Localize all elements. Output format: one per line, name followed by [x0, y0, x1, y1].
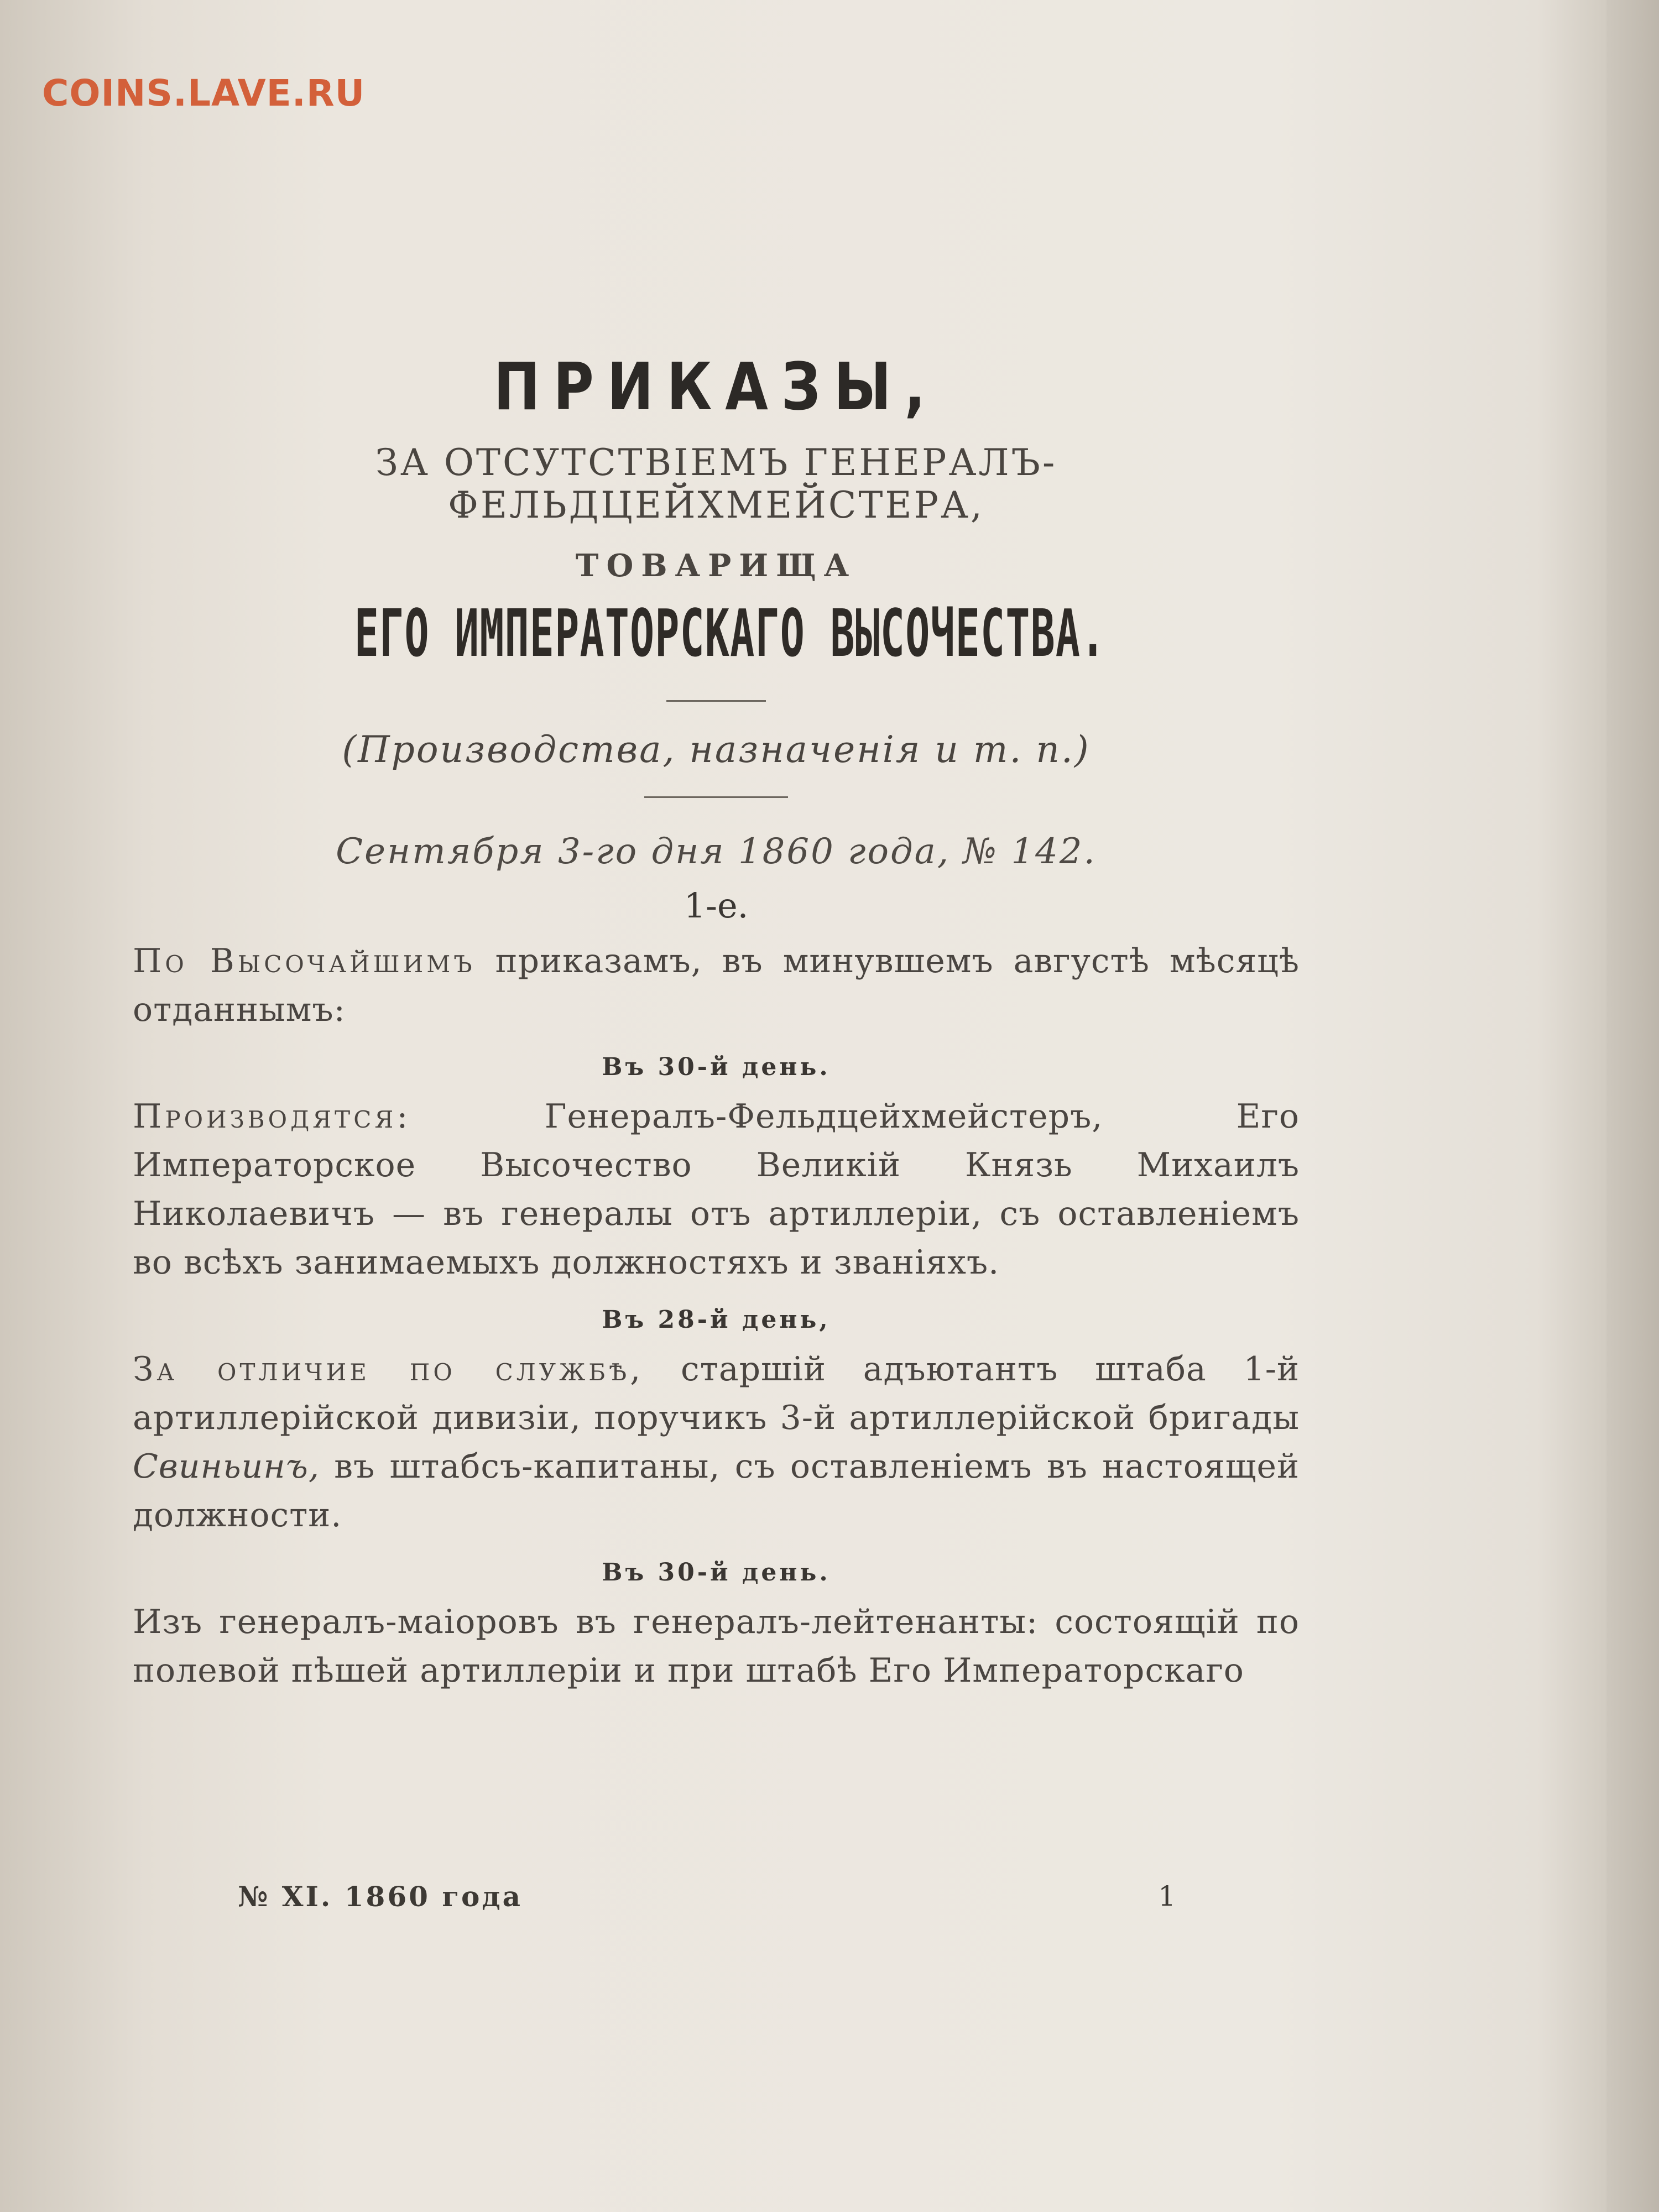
paragraph-3-text: генералъ-маіоровъ въ генералъ-лейтенанты: состоящій по полевой пѣшей артиллеріи и при штабѣ Его Императорскаго [133, 1603, 1300, 1690]
paragraph-2-rest: въ штабсъ-капитаны, съ оставленіемъ въ настоящей должности. [133, 1447, 1300, 1535]
day-heading-3: Въ 30-й день. [602, 1558, 831, 1587]
page-title: ПРИКАЗЫ, [493, 348, 939, 425]
paragraph-1-text: Генералъ-Фельдцейхмейстеръ, Его Императорское Высочество Великій Князь Михаилъ Николаевичъ — въ генералы отъ артиллеріи, съ оставленіемъ во всѣхъ занимаемыхъ должностяхъ и званіяхъ. [133, 1097, 1300, 1282]
divider-rule [666, 700, 766, 702]
paragraph-1 [133, 1092, 1300, 1287]
intro-paragraph [133, 937, 1300, 1034]
watermark: COINS.LAVE.RU [42, 72, 366, 114]
paragraph-2 [133, 1345, 1300, 1540]
issue-label: № XI. 1860 года [238, 1880, 523, 1913]
page-subtitle: ЗА ОТСУТСТВІЕМЪ ГЕНЕРАЛЪ-ФЕЛЬДЦЕЙХМЕЙСТЕРА, [375, 441, 1057, 526]
paragraph-2-lead: За отличие по службѣ, [133, 1350, 644, 1389]
paragraph-1-lead: Производятся: [133, 1097, 411, 1136]
paragraph-3-lead: Изъ [133, 1603, 203, 1641]
day-heading-2: Въ 28-й день, [602, 1306, 831, 1334]
comrade-line: ТОВАРИЩА [575, 547, 857, 584]
page-edge [1606, 0, 1659, 2212]
divider-rule-2 [644, 796, 788, 798]
paragraph-3 [133, 1598, 1300, 1695]
intro-lead: По Высочайшимъ [133, 942, 476, 980]
order-date: Сентября 3-го дня 1860 года, № 142. [336, 831, 1097, 872]
page-number: 1 [1158, 1880, 1178, 1912]
paragraph-2-text: старшій адъютантъ штаба 1-й артиллерійской дивизіи, поручикъ 3-й артиллерійской бригады [133, 1350, 1300, 1437]
paragraph-2-name: Свиньинъ, [133, 1447, 320, 1486]
highness-line: ЕГО ИМПЕРАТОРСКАГО ВЫСОЧЕСТВА. [354, 595, 1106, 671]
page-footer [238, 1880, 1178, 1913]
order-kind: (Производства, назначенія и т. п.) [342, 728, 1091, 771]
intro-text: приказамъ, въ минувшемъ августѣ мѣсяцѣ отданнымъ: [133, 942, 1300, 1029]
order-number: 1-е. [684, 885, 749, 926]
document-page [133, 332, 1300, 1936]
day-heading-1: Въ 30-й день. [602, 1053, 831, 1081]
